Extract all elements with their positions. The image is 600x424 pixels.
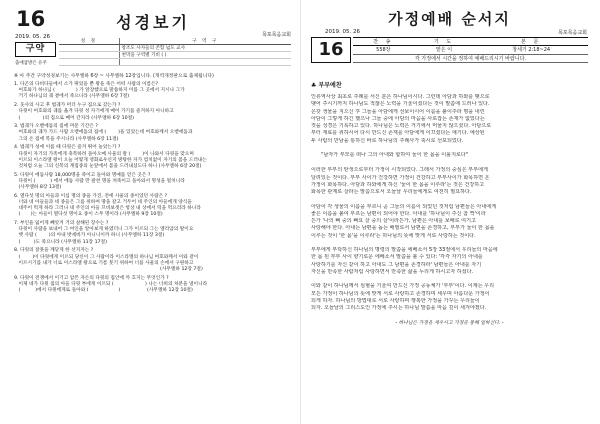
text-line: 이와 같이 하나님께서 심혈을 기울여 만드신 가정 공동체가 '부부'이다. 이제는 우리	[311, 283, 494, 290]
question-verse: 것처럼 오늘 그의 신복의 계집종의 눈앞에서 몸을 드러내셨도다 하니 (사무엘하 6장 20절)	[14, 163, 202, 169]
page-title: 성경보기	[116, 13, 190, 32]
question-item	[14, 248, 292, 273]
text-line: 화목한 관계로 살라는 말씀으로서 오늘날 우리들에게도 여전히 필요하다.	[311, 189, 472, 196]
text-line: 든가 '나의 뼈 중의 뼈요 살 중의 살'이라든가, 남편은 아내를 보배로 여기고	[311, 218, 476, 225]
scripture-quote	[321, 152, 588, 159]
table-header: 성 경	[59, 38, 119, 45]
reading-table	[59, 38, 291, 66]
question-verse: 너와 네 아들들과 네 종들은 그를 위하여 땅을 갈고 거두어 네 주인의 아들에게 양식을	[14, 199, 192, 205]
issue-date: 2019. 05. 26	[15, 34, 50, 40]
question-item	[14, 124, 292, 143]
table-row	[59, 59, 291, 66]
text-line: 인류역사상 최초로 주례를 서신 분은 하나님이시다. 그런데 아담과 하와를 맺으로	[311, 94, 490, 100]
question-text: 4. 법궤가 성에 이를 때 다윗은 즐겨 뛰어 놀았는가 ?	[14, 145, 121, 151]
question-text: 6. 열다섯 명의 아들과 이십 명의 종을 가진, 전에 사울의 종이었던 사람은 ?	[14, 193, 168, 199]
text-line: 가정이 화목하다. 아담과 하와에게 하신 '둘이 한 몸을 이루라'는 것은 건강하고	[311, 181, 485, 188]
question-item	[14, 276, 292, 295]
testament-sub: 출애굽방은 유주	[15, 61, 47, 66]
left-info-block	[14, 34, 292, 70]
question-text: 5. 다윗이 에돔사람 18,000명을 죽이고 돌아와 명예를 얻은 곳은 ?	[14, 172, 151, 178]
table-row: 천막을 구역별 기비 ( )	[59, 52, 291, 59]
text-line: 달려있는 것이다. 부부 사이가 건강하면 가정이 건강하고 부부사이가 화목하면 온	[311, 174, 490, 181]
order-table	[353, 37, 588, 63]
question-item	[14, 145, 292, 170]
text-line: 이루는 것이 '한 몸'을 이루라'는 하나님의 뜻에 맞게 서로 사랑하는 것이다.	[311, 232, 476, 239]
text-line: 사랑하기를 자신 같이 하고 아내도 그 남편을 존경하라' 남편들은 아내를 자기	[311, 261, 482, 268]
text-line: 좋은 이름을 붙여 부르는 남편이 되어야 한다. 아내를 '하나님이 주신 참 짝'이라	[311, 210, 486, 217]
worship-title: 가정예배 순서지	[388, 10, 511, 28]
text-line: 두 사람의 만남을 통하신 바로 하나님의 주례사가 축시로 선포되었다.	[311, 137, 464, 144]
question-verse: 다윗이 ( ) 에서 에돔 사람 만 팔천 명을 쳐죽이고 돌아와서 명성을 떨치니라	[14, 178, 185, 184]
text-line: 되게 하자. 하나님의 방법대로 서로 사랑하며 행복한 가정을 가꾸는 우리들이	[311, 297, 480, 304]
closing-line: - 하나님은 가정을 세우시고 가정을 통해 일하신다. -	[395, 321, 504, 327]
question-verse: ( )의 집으로 메어 간지라 (사무엘하 6장 10절)	[14, 115, 134, 121]
left-header	[14, 8, 292, 34]
sermon-paragraph	[311, 167, 588, 196]
question-verse: (사무엘하 8장 13절)	[14, 185, 62, 191]
scripture-header: 본 문	[474, 38, 588, 46]
text-line: 부터 재료를 취하시어 다시 만드신 존재를 아담에게 이끄셨다는 얘기다. 예상된	[311, 130, 485, 137]
question-verse: 이르되 이스라엘 왕이 오늘 어떻게 영화로우신지 방탕한 자가 염치없이 자기의 몸을 드러내는	[14, 157, 207, 163]
question-verse: ( )이 다윗에게 이르되 당신이 그 사람이라 이스라엘의 하나님 여호와께서 이와 같이	[14, 254, 199, 260]
section-title: ♣ 부부예찬	[311, 82, 342, 89]
testament-label: 구약	[15, 42, 56, 57]
question-verse: 거기 하나님의 궤 곁에서 죽으니라 (사무엘하 6장 7절)	[14, 94, 130, 100]
text-line: 아담이 그렇게 하긴 했으나 그들 중에 아담의 마음을 사로잡는 존재가 없었다는	[311, 115, 485, 122]
text-line: 되자. 오늘날의 그리스도인 가정에 주시는 하나님 말씀을 마음 깊이 새겨야겠다.	[311, 305, 487, 312]
question-verse: 대주어 먹게 하라 그러나 네 주인의 아들 므비보셋은 항상 내 상에서 떡을 먹으리라 하니라	[14, 206, 201, 212]
sermon-paragraph	[311, 204, 588, 240]
question-verse: 여호와의 궤가 가드 사람 오벧에돔의 집에 ( )을 있었는데 여호와께서 오벧에돔과	[14, 130, 193, 136]
question-item	[14, 82, 292, 101]
worship-datebar	[311, 29, 588, 37]
table-header: 구 역 구	[119, 38, 291, 45]
sermon-body	[311, 94, 588, 312]
text-line: 것을 성경은 기록하고 있다. 하나님은 노력은 거기에서 머물지 않으셨다. 아담으로	[311, 123, 492, 130]
hymn-value: 558장	[353, 46, 414, 55]
family-worship-page	[300, 0, 600, 424]
question-item	[14, 221, 292, 246]
question-verse: ( )에서 다윗에게로 돌아와 ( ) (사무엘하 12장 10절)	[14, 288, 193, 294]
question-verse: 다윗이 여호와의 궤를 옮겨 다윗 성 자기에게 메어 가기를 즐겨하지 아니하고	[14, 109, 174, 115]
question-text: 8. 다윗의 잘못을 깨닫게 한 선지자는 ?	[14, 248, 94, 254]
question-list	[14, 82, 292, 294]
worship-instruction: 각 가정에서 시간을 정하여 예배드리시기 바랍니다.	[353, 54, 588, 63]
question-verse: 헷 사람 ( )의 아내 밧세바가 아니니이까 하니 (사무엘하 11장 3절)	[14, 233, 165, 239]
question-text: 3. 법궤가 오벧에돔의 집에 머문 기간은 ?	[14, 124, 98, 130]
text-line: 맺어 주시기까지 하나님도 적잖은 노력을 기울이셨다는 것이 말씀에 드러나 있다.	[311, 101, 490, 108]
text-line: 자신을 만족한 사람처럼 사랑하면서 만족한 삶을 누리게 하시고자 하셨다.	[311, 268, 474, 275]
instructions-note: ※ 아 주간 구약성경보기는 사무엘하 6장 ~ 사무엘하 12장입니다. (개역개정판으로 출제됩니다)	[14, 74, 214, 79]
issue-number: 16	[16, 7, 46, 31]
sermon-paragraph	[311, 283, 588, 312]
scripture-value: 창세기 2:18~24	[474, 46, 588, 55]
worship-church: 목포목음교회	[558, 30, 587, 36]
text-line: 모든 가정이 하나님의 뜻에 맞게 서로 사랑하고 존경하며 세우며 아름다운 가정이	[311, 290, 490, 297]
question-verse: 그의 온 집에 복을 주시니라 (사무엘하 6장 11절)	[14, 136, 119, 142]
table-row: 창조도 사자들의 존함 넓도 교사	[59, 45, 291, 52]
question-verse: 다윗이 사람을 보내어 그 여인을 알아보게 하였더니 그가 이르되 그는 엘리암의 딸이요	[14, 227, 194, 233]
prayer-header: 기 도	[414, 38, 475, 46]
text-line: 부부에게 부탁하신 하나님의 명령의 말씀을 에베소서 5장 33절에서 우리들의 마음에	[311, 247, 498, 254]
question-item	[14, 103, 292, 122]
worship-date: 2019. 05. 26	[325, 29, 360, 35]
text-line: 온갖 생물을 지으신 후 그들을 아담에게 선보이시어 이름을 붙이주라 명을 내린	[311, 108, 485, 115]
question-verse: 이르시기를 내가 너로 이스라엘 왕으로 기름 붓기 위하여 너를 사울의 손에서 구원하고	[14, 260, 194, 266]
question-text: 9. 다윗이 전쟁에서 이기고 암몬 자손의 다윗의 집안에 까 흐지는 무엇인가 ?	[14, 275, 169, 281]
question-verse: 다윗이 자기의 가족에게 축복하려 돌아오매 사울의 딸 ( )이 나와서 다윗을 맞으며	[14, 151, 194, 157]
question-verse: (사무엘하 12장 7절)	[14, 266, 203, 272]
church-name: 목포목음교회	[262, 32, 291, 38]
question-verse: ( )도 죽으니라 (사무엘하 11장 17절)	[14, 239, 107, 245]
text-line: 사랑해야 한다. 아내는 남편을 돕는 배필로서 남편을 존경하고, 부부가 둘이 한 몸을	[311, 225, 495, 232]
question-item	[14, 173, 292, 192]
worship-number: 16	[311, 37, 351, 63]
sermon-paragraph	[311, 94, 588, 145]
order-block	[311, 37, 588, 63]
table-row	[353, 46, 588, 55]
question-text: 2. 웃사의 사고 후 법궤가 머더 누구 집으로 갔는가 ?	[14, 103, 121, 109]
question-text: 7. 부인을 잃어게 빼앗겨 거의 살해된 장수는 ?	[14, 221, 109, 227]
text-line: 아담이 각 생물의 이름을 부르니 곧 그들의 이름이 되었던 것처럼 남편들은 아내에게	[311, 203, 497, 210]
table-row	[353, 54, 588, 63]
prayer-value: 맡은 이	[414, 46, 475, 55]
hymn-header: 찬 송	[353, 38, 414, 46]
sermon-paragraph	[311, 247, 588, 276]
question-text: 1. 다곤의 다비다들에서 소가 뛰었을 뿐 왕을 죽은 어떠 사람의 이름은?	[14, 82, 159, 87]
text-line: 이러한 부부의 탄생으로부터 가정이 시작되었다. 그래서 가정의 중심은 부부에게	[311, 167, 488, 174]
text-line: 한 몸 된 부부 사이 향기로운 에베소서 말씀을 볼 수 있다: '각각 자기의 아내를	[311, 254, 483, 261]
question-verse: 여호와가 하나님 ( ) 가 앞장했으로 말씀하지 이를 그 곳에서 지시나 그가	[14, 88, 185, 94]
text-line: "남자가 부모를 떠나 그의 아내와 합하여 둘이 한 몸을 이룰지로다"	[321, 152, 469, 159]
question-item	[14, 194, 292, 219]
question-verse: ( )는 아들이 열다섯 명이요 종이 스무 명이라 (사무엘하 9장 10절)	[14, 212, 163, 218]
question-verse: 이제 네가 다윗 집의 아들 다윗 부에게 이르되 ( ) 나는 너희의 처분을 낼이니라	[14, 281, 208, 287]
